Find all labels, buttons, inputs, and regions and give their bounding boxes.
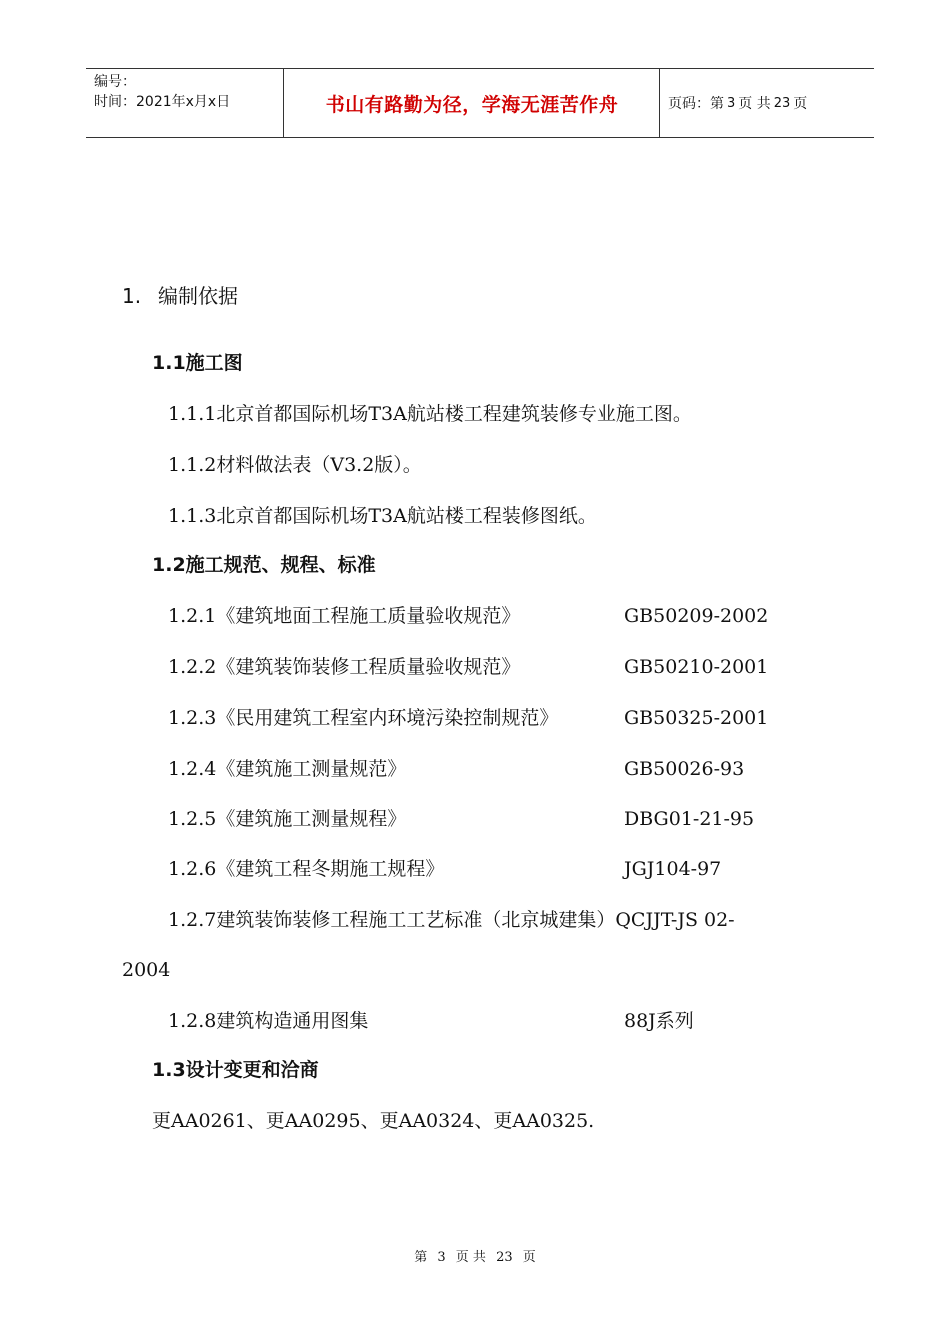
standard-item	[168, 604, 520, 628]
header-motto-cell	[285, 69, 660, 137]
standard-code: GB50209-2002	[624, 605, 769, 627]
page-mid: 页 共	[738, 96, 771, 112]
standard-code: JGJ104-97	[624, 858, 722, 880]
standard-code: DBG01-21-95	[624, 808, 755, 830]
footer-suffix: 页	[522, 1250, 536, 1265]
page-total: 23	[773, 95, 791, 111]
standard-item-7-line1: 1.2.7建筑装饰装修工程施工工艺标准（北京城建集）QCJJT-JS 02-	[168, 909, 735, 931]
standard-code: 88J系列	[624, 1010, 694, 1032]
section-number: 1.	[122, 284, 142, 308]
page-footer	[0, 1246, 950, 1265]
list-item: 1.1.1北京首都国际机场T3A航站楼工程建筑装修专业施工图。	[168, 403, 692, 425]
standard-code: GB50026-93	[624, 758, 745, 780]
subsection-heading-1-1: 1.1施工图	[152, 352, 243, 374]
standard-name: 1.2.8建筑构造通用图集	[168, 1010, 369, 1032]
list-item: 1.1.2材料做法表（V3.2版）。	[168, 454, 422, 476]
standard-code: GB50210-2001	[624, 656, 769, 678]
standard-name: 1.2.3《民用建筑工程室内环境污染控制规范》	[168, 707, 559, 729]
list-item: 1.1.3北京首都国际机场T3A航站楼工程装修图纸。	[168, 505, 597, 527]
standard-name: 1.2.2《建筑装饰装修工程质量验收规范》	[168, 656, 521, 678]
subsection-heading-1-3: 1.3设计变更和洽商	[152, 1059, 319, 1081]
page-header	[86, 68, 874, 138]
header-page-info	[660, 69, 874, 137]
section-heading	[122, 284, 238, 308]
header-motto: 书山有路勤为径，学海无涯苦作舟	[325, 93, 619, 116]
standard-name: 1.2.4《建筑施工测量规范》	[168, 758, 407, 780]
standard-item	[168, 655, 520, 679]
standard-item-7-line2: 2004	[122, 959, 171, 981]
footer-current: 3	[437, 1250, 446, 1265]
footer-mid: 页 共	[455, 1250, 486, 1265]
subsection-heading-1-2: 1.2施工规范、规程、标准	[152, 554, 376, 576]
page-prefix: 页码：第	[668, 96, 724, 112]
serial-label: 编号：	[94, 74, 136, 90]
time-label: 时间：2021年x月x日	[94, 94, 231, 110]
standard-item	[168, 1009, 368, 1033]
standard-item	[168, 706, 558, 730]
standard-code: GB50325-2001	[624, 707, 769, 729]
footer-prefix: 第	[414, 1250, 428, 1265]
page-current: 3	[727, 95, 736, 111]
standard-item	[168, 807, 406, 831]
page-suffix: 页	[793, 96, 808, 112]
footer-total: 23	[496, 1250, 513, 1265]
standard-item	[168, 857, 444, 881]
header-meta	[86, 69, 284, 137]
standard-item	[168, 757, 406, 781]
standard-name: 1.2.6《建筑工程冬期施工规程》	[168, 858, 445, 880]
section-title: 编制依据	[158, 284, 238, 308]
standard-name: 1.2.1《建筑地面工程施工质量验收规范》	[168, 605, 521, 627]
standard-name: 1.2.5《建筑施工测量规程》	[168, 808, 407, 830]
change-list: 更AA0261、更AA0295、更AA0324、更AA0325.	[152, 1110, 595, 1132]
